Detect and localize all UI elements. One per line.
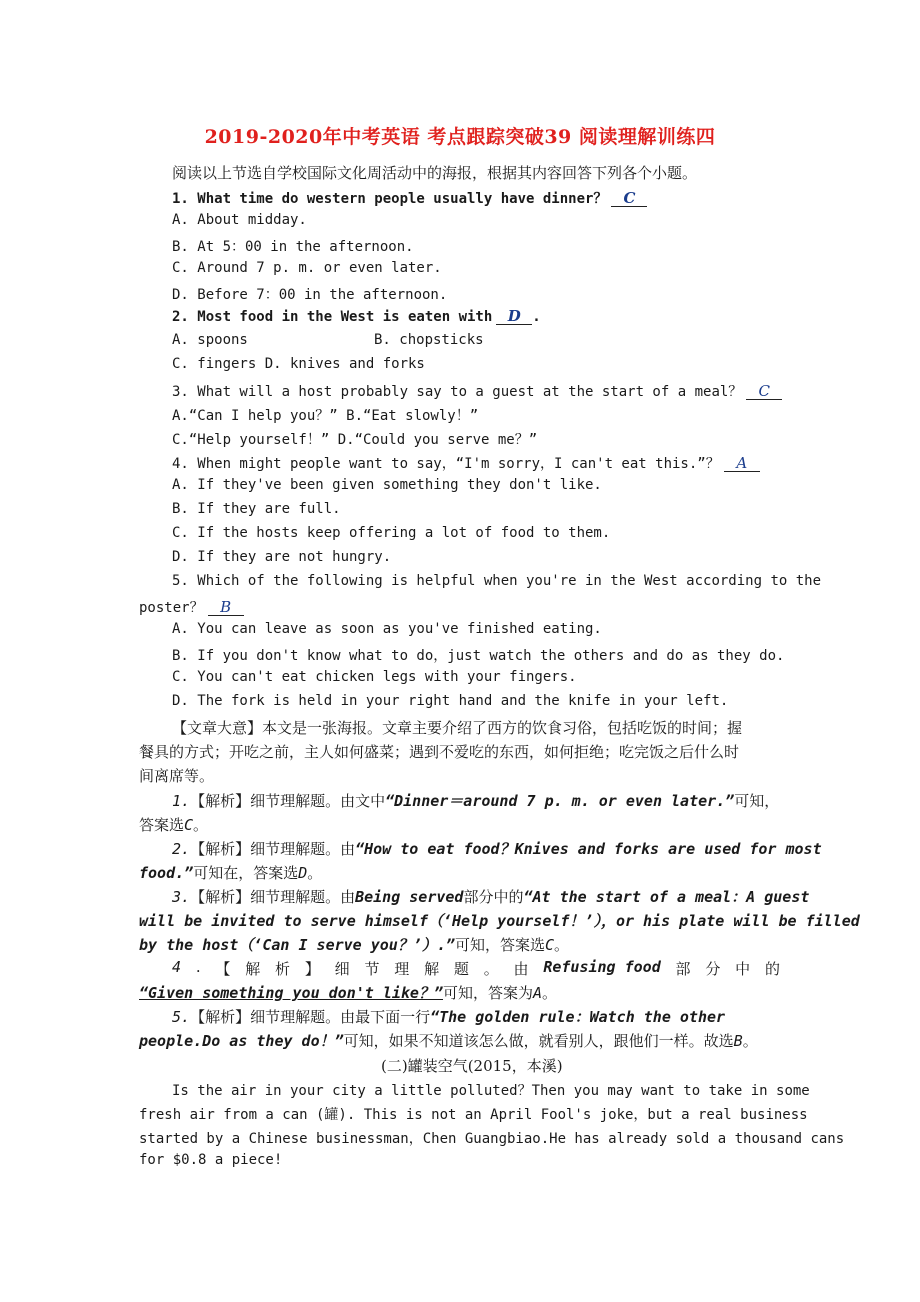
- analysis-3-letter: C: [544, 936, 554, 954]
- analysis-1-quote: “Dinner＝around 7 p. m. or even later.”: [385, 792, 735, 810]
- summary-line-2: 餐具的方式；开吃之前，主人如何盛菜；遇到不爱吃的东西，如何拒绝；吃完饭之后什么时: [139, 743, 740, 761]
- q5-option-c: C. You can't eat chicken legs with your fingers.: [172, 669, 577, 685]
- analysis-3-quote-line3: by the host（‘Can I serve you？’）.”: [139, 936, 455, 954]
- analysis-4-char: 分: [705, 960, 721, 978]
- q4-option-a: A. If they've been given something they don't like.: [172, 477, 602, 493]
- intro-text: 阅读以上节选自学校国际文化周活动中的海报，根据其内容回答下列各个小题。: [172, 164, 698, 182]
- document-title: 2019-2020年中考英语 考点跟踪突破39 阅读理解训练四: [204, 126, 716, 148]
- question-5-line2: [139, 597, 244, 617]
- analysis-2-quote2: food.”: [139, 864, 194, 882]
- analysis-1-line2: [139, 814, 208, 835]
- q2-option-a: A. spoons: [172, 332, 248, 348]
- question-2-end: .: [532, 309, 541, 325]
- analysis-4-quote: “Given something you don't like？”: [139, 984, 443, 1002]
- q4-option-b: B. If they are full.: [172, 501, 341, 517]
- answer-blank-2: D: [496, 308, 532, 325]
- section-2-para-line1: Is the air in your city a little polluted？Then you may want to take in some: [172, 1083, 810, 1099]
- analysis-2-num: 2.: [172, 840, 191, 858]
- analysis-1-num: 1.: [172, 792, 191, 810]
- analysis-3-num: 3.: [172, 888, 191, 906]
- analysis-4-char: 析: [275, 960, 291, 978]
- section-2-para-line2: fresh air from a can (罐). This is not an April Fool's joke，but a real business: [139, 1107, 808, 1123]
- q1-option-d: D. Before 7：00 in the afternoon.: [172, 287, 448, 303]
- analysis-1-answer-text: 答案选: [139, 816, 185, 834]
- analysis-4-char: 由: [513, 960, 529, 978]
- analysis-1-line1: [172, 790, 779, 811]
- section-2-para-line4: for $0.8 a piece!: [139, 1152, 283, 1168]
- analysis-3-line2: [139, 910, 860, 931]
- analysis-1-end: 。: [193, 816, 209, 834]
- q1-option-b: B. At 5：00 in the afternoon.: [172, 239, 414, 255]
- question-5-line1: 5. Which of the following is helpful when you're in the West according to the: [172, 573, 822, 589]
- analysis-2-line1: [172, 838, 822, 859]
- question-4: [172, 453, 760, 473]
- analysis-4-char: 节: [364, 960, 380, 978]
- analysis-4-char: 理: [394, 960, 410, 978]
- analysis-2-letter: D: [298, 864, 308, 882]
- analysis-5-line2: [139, 1030, 758, 1051]
- analysis-3-mid: 部分中的: [463, 888, 524, 906]
- analysis-4-char: 细: [334, 960, 350, 978]
- q3-option-cd: C.“Help yourself！” D.“Could you serve me？”: [172, 432, 538, 448]
- q1-option-a: A. About midday.: [172, 212, 307, 228]
- analysis-4-num: 4: [172, 958, 182, 976]
- q5-option-a: A. You can leave as soon as you've finished eating.: [172, 621, 602, 637]
- analysis-4-tail: 可知，答案为: [443, 984, 534, 1002]
- analysis-5-num: 5.: [172, 1008, 191, 1026]
- analysis-4-line2: [139, 982, 557, 1003]
- analysis-1-letter: C: [184, 816, 194, 834]
- question-4-stem: 4. When might people want to say，“I'm sorry，I can't eat this.”？: [172, 456, 720, 472]
- q4-option-d: D. If they are not hungry.: [172, 549, 392, 565]
- analysis-5-letter: B: [733, 1032, 743, 1050]
- analysis-5-quote: “The golden rule：Watch the other: [430, 1008, 726, 1026]
- q5-option-d: D. The fork is held in your right hand and the knife in your left.: [172, 693, 729, 709]
- analysis-4-bracket-close: 】: [304, 960, 320, 978]
- analysis-2-tail: 可知在，答案选: [193, 864, 299, 882]
- analysis-2-end: 。: [307, 864, 323, 882]
- q4-option-c: C. If the hosts keep offering a lot of food to them.: [172, 525, 611, 541]
- summary-line-1: 【文章大意】本文是一张海报。文章主要介绍了西方的饮食习俗，包括吃饭的时间；握: [172, 719, 743, 737]
- analysis-3-tail: 可知，答案选: [454, 936, 545, 954]
- analysis-4-char: 。: [483, 960, 499, 978]
- analysis-1-tail: 可知，: [734, 792, 780, 810]
- q3-option-ab: A.“Can I help you？” B.“Eat slowly！”: [172, 408, 479, 424]
- analysis-3-label: 【解析】细节理解题。由: [190, 888, 356, 906]
- analysis-4-letter: A: [533, 984, 543, 1002]
- analysis-3-line3: [139, 934, 569, 955]
- analysis-4-char: 中: [735, 960, 751, 978]
- section-2-heading: (二)罐装空气(2015，本溪): [381, 1057, 563, 1075]
- analysis-2-quote: “How to eat food？Knives and forks are used for most: [355, 840, 822, 858]
- analysis-2-label: 【解析】细节理解题。由: [190, 840, 356, 858]
- analysis-5-tail: 可知，如果不知道该怎么做，就看别人，跟他们一样。故选: [343, 1032, 734, 1050]
- answer-blank-5: B: [208, 599, 244, 616]
- analysis-3-part: Being served: [355, 888, 464, 906]
- analysis-4-char: 解: [245, 960, 261, 978]
- q1-option-c: C. Around 7 p. m. or even later.: [172, 260, 442, 276]
- analysis-3-end: 。: [553, 936, 569, 954]
- answer-blank-1: C: [611, 190, 647, 207]
- analysis-5-line1: [172, 1006, 725, 1027]
- analysis-5-end: 。: [742, 1032, 758, 1050]
- question-2-stem: 2. Most food in the West is eaten with: [172, 309, 493, 325]
- analysis-4-part: Refusing food: [543, 958, 661, 976]
- q2-option-cd: C. fingers D. knives and forks: [172, 356, 425, 372]
- question-1-stem: 1. What time do western people usually have dinner？: [172, 191, 608, 207]
- analysis-4-char: 解: [424, 960, 440, 978]
- question-2: [172, 308, 541, 325]
- analysis-4-char: 的: [764, 960, 780, 978]
- summary-line-3: 间离席等。: [139, 767, 215, 785]
- analysis-2-line2: [139, 862, 322, 883]
- analysis-4-dot: .: [195, 958, 201, 976]
- analysis-4-bracket-open: 【: [215, 960, 231, 978]
- question-3: [172, 381, 782, 401]
- question-5-stem2: poster？: [139, 600, 204, 616]
- analysis-5-quote-line2: people.Do as they do！”: [139, 1032, 344, 1050]
- question-3-stem: 3. What will a host probably say to a guest at the start of a meal？: [172, 384, 743, 400]
- analysis-3-line1: [172, 886, 809, 907]
- analysis-5-label: 【解析】细节理解题。由最下面一行: [190, 1008, 431, 1026]
- analysis-4-char: 题: [453, 960, 469, 978]
- q2-option-b: B. chopsticks: [374, 332, 484, 348]
- question-1: [172, 188, 647, 208]
- analysis-4-char: 部: [675, 960, 691, 978]
- q5-option-b: B. If you don't know what to do，just watch the others and do as they do.: [172, 648, 785, 664]
- answer-blank-4: A: [724, 455, 760, 472]
- analysis-1-label: 【解析】细节理解题。由文中: [190, 792, 386, 810]
- analysis-4-end: 。: [542, 984, 558, 1002]
- analysis-3-quote-line2: will be invited to serve himself（‘Help yourself！’），or his plate will be filled: [139, 912, 860, 930]
- analysis-3-quote: “At the start of a meal：A guest: [523, 888, 810, 906]
- answer-blank-3: C: [746, 383, 782, 400]
- analysis-4-line1: [172, 958, 780, 979]
- section-2-para-line3: started by a Chinese businessman，Chen Guangbiao.He has already sold a thousand cans: [139, 1131, 845, 1147]
